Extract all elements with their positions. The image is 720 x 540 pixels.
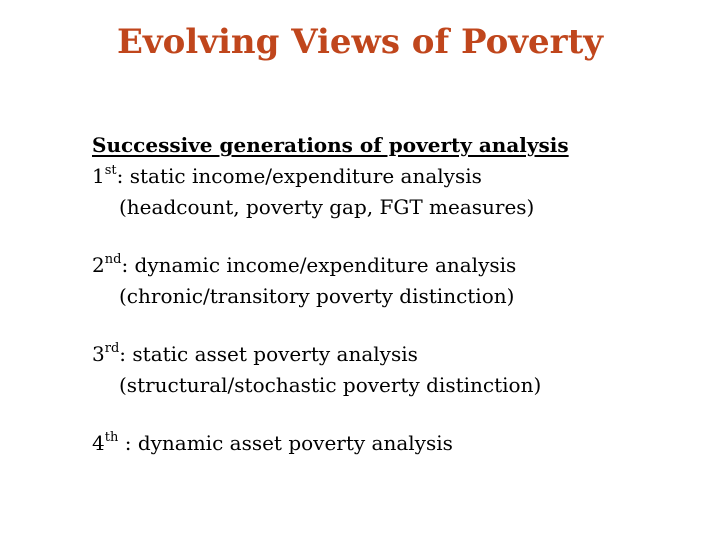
list-item-main-line — [92, 161, 702, 192]
list-item-text: dynamic income/expenditure analysis — [134, 253, 517, 277]
ordinal-separator: : — [119, 342, 127, 366]
ordinal-separator: : — [121, 253, 129, 277]
ordinal-separator: : — [116, 164, 124, 188]
slide-body — [92, 130, 702, 459]
ordinal-suffix: th — [104, 430, 119, 445]
list-item-3rd — [92, 339, 702, 401]
ordinal-number: 1 — [92, 164, 105, 188]
section-heading: Successive generations of poverty analysis — [92, 133, 569, 157]
list-item-main-line — [92, 250, 702, 281]
list-item-2nd — [92, 250, 702, 312]
ordinal-suffix: nd — [104, 252, 122, 267]
slide-title: Evolving Views of Poverty — [116, 22, 604, 62]
ordinal-suffix: st — [104, 163, 117, 178]
ordinal-suffix: rd — [104, 341, 120, 356]
ordinal-separator: : — [118, 431, 132, 455]
ordinal-number: 4 — [92, 431, 105, 455]
list-item-subtext: (headcount, poverty gap, FGT measures) — [119, 195, 535, 219]
list-item-text: dynamic asset poverty analysis — [137, 431, 453, 455]
list-item-subtext: (chronic/transitory poverty distinction) — [119, 284, 515, 308]
list-item-1st — [92, 161, 702, 223]
ordinal-number: 2 — [92, 253, 105, 277]
list-item-main-line — [92, 339, 702, 370]
list-item-main-line — [92, 428, 702, 459]
list-item-subtext: (structural/stochastic poverty distinction) — [119, 373, 542, 397]
ordinal-number: 3 — [92, 342, 105, 366]
list-item-text: static asset poverty analysis — [132, 342, 418, 366]
list-item-4th — [92, 428, 702, 459]
list-item-text: static income/expenditure analysis — [129, 164, 482, 188]
